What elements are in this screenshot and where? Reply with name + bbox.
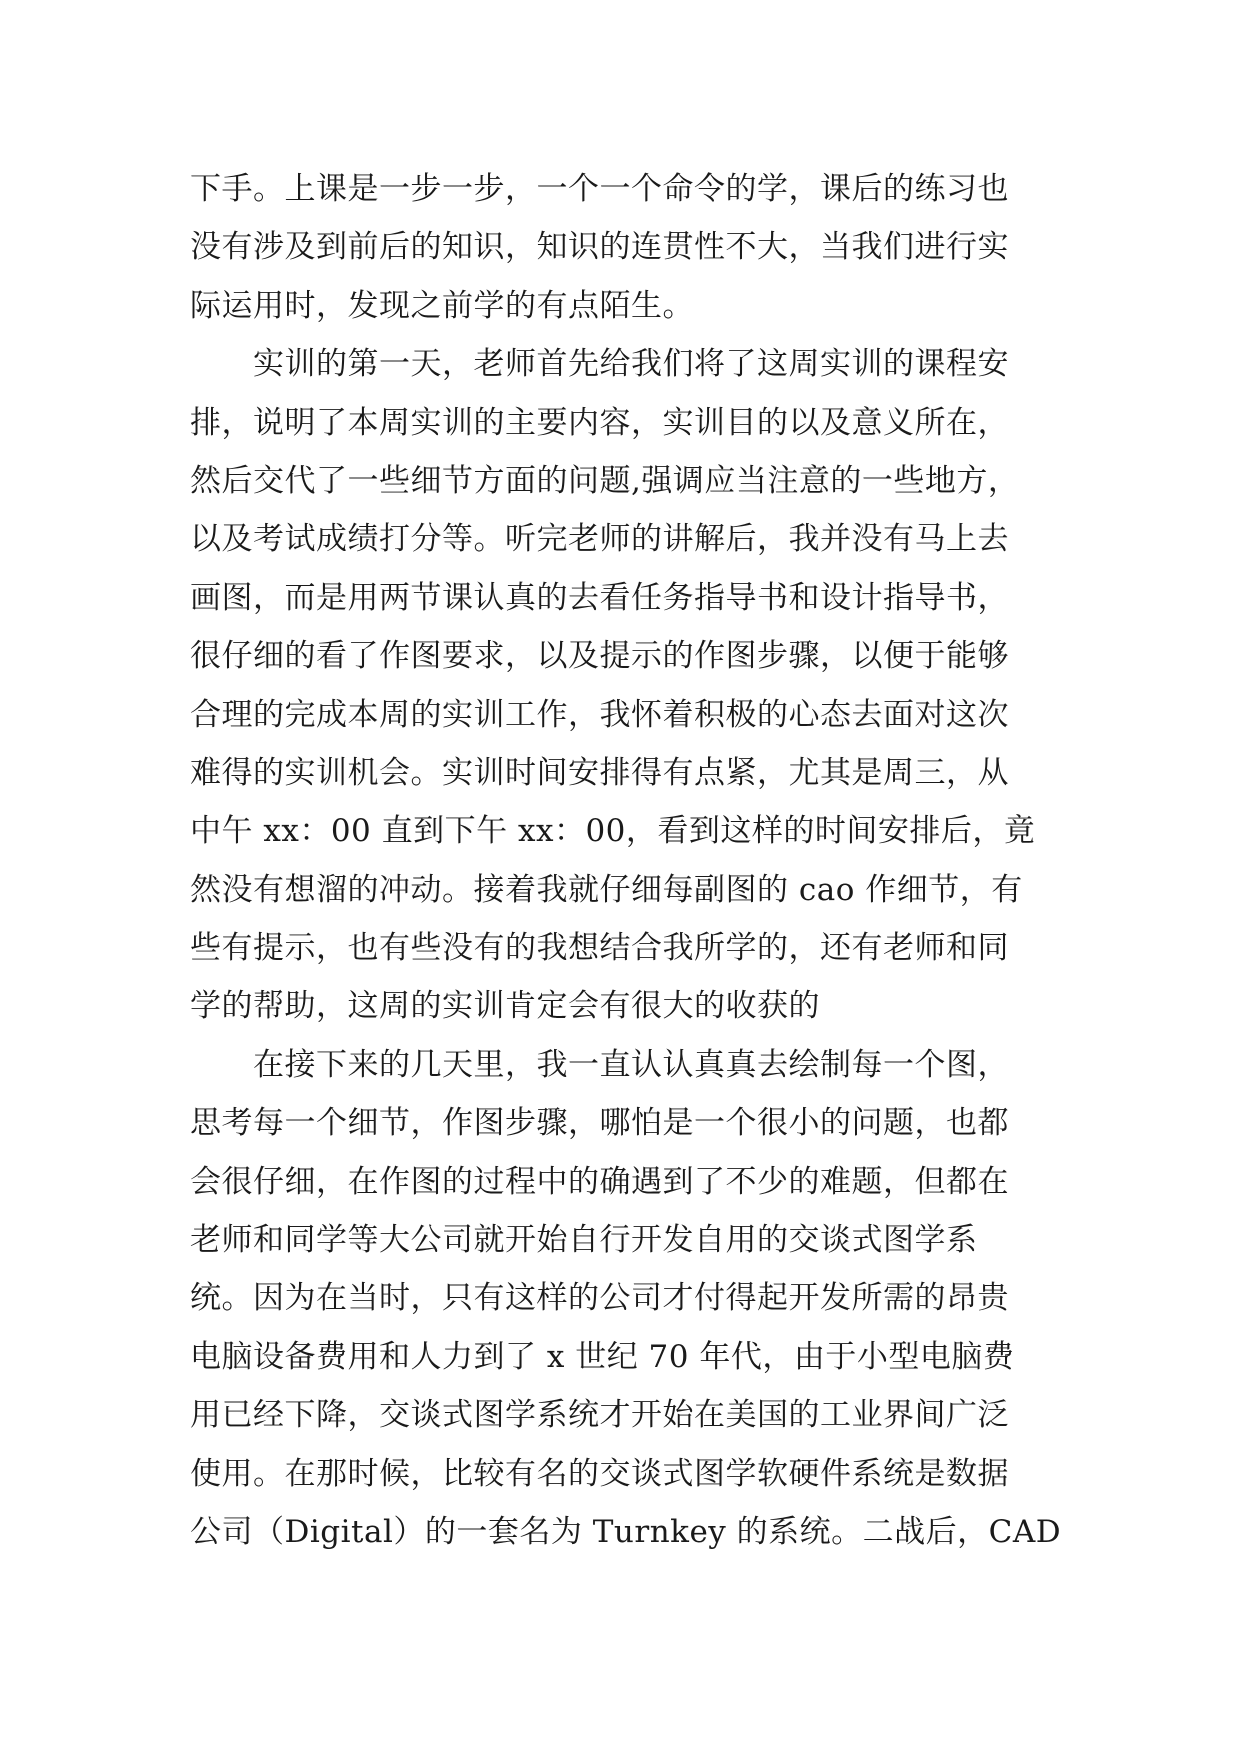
text-line: 然后交代了一些细节方面的问题,强调应当注意的一些地方， — [190, 462, 1020, 499]
text-line: 以及考试成绩打分等。听完老师的讲解后，我并没有马上去 — [190, 521, 1009, 558]
text-line: 使用。在那时候，比较有名的交谈式图学软硬件系统是数据 — [190, 1455, 1009, 1492]
text-line: 电脑设备费用和人力到了 x 世纪 70 年代，由于小型电脑费 — [190, 1338, 1015, 1375]
text-line: 没有涉及到前后的知识，知识的连贯性不大，当我们进行实 — [190, 229, 1009, 266]
body-text — [190, 160, 1070, 1561]
text-line: 统。因为在当时，只有这样的公司才付得起开发所需的昂贵 — [190, 1280, 1009, 1317]
text-line: 排，说明了本周实训的主要内容，实训目的以及意义所在， — [190, 404, 1009, 441]
text-line: 学的帮助，这周的实训肯定会有很大的收获的 — [190, 988, 820, 1025]
text-line: 中午 xx：00 直到下午 xx：00，看到这样的时间安排后，竟 — [190, 813, 1036, 850]
text-line: 画图，而是用两节课认真的去看任务指导书和设计指导书， — [190, 579, 1009, 616]
text-line: 在接下来的几天里，我一直认认真真去绘制每一个图， — [190, 1046, 1009, 1083]
text-line: 思考每一个细节，作图步骤，哪怕是一个很小的问题，也都 — [190, 1105, 1009, 1142]
text-line: 然没有想溜的冲动。接着我就仔细每副图的 cao 作细节，有 — [190, 871, 1023, 908]
text-line: 难得的实训机会。实训时间安排得有点紧，尤其是周三，从 — [190, 754, 1009, 791]
text-line: 用已经下降，交谈式图学系统才开始在美国的工业界间广泛 — [190, 1397, 1009, 1434]
text-line: 老师和同学等大公司就开始自行开发自用的交谈式图学系 — [190, 1222, 978, 1259]
text-line: 合理的完成本周的实训工作，我怀着积极的心态去面对这次 — [190, 696, 1009, 733]
text-line: 会很仔细，在作图的过程中的确遇到了不少的难题，但都在 — [190, 1163, 1009, 1200]
text-line: 公司（Digital）的一套名为 Turnkey 的系统。二战后，CAD — [190, 1513, 1062, 1550]
text-line: 些有提示，也有些没有的我想结合我所学的，还有老师和同 — [190, 930, 1009, 967]
text-line: 际运用时，发现之前学的有点陌生。 — [190, 287, 694, 324]
text-line: 下手。上课是一步一步，一个一个命令的学，课后的练习也 — [190, 171, 1009, 207]
text-line: 实训的第一天，老师首先给我们将了这周实训的课程安 — [190, 346, 1009, 383]
text-line: 很仔细的看了作图要求，以及提示的作图步骤，以便于能够 — [190, 638, 1009, 675]
